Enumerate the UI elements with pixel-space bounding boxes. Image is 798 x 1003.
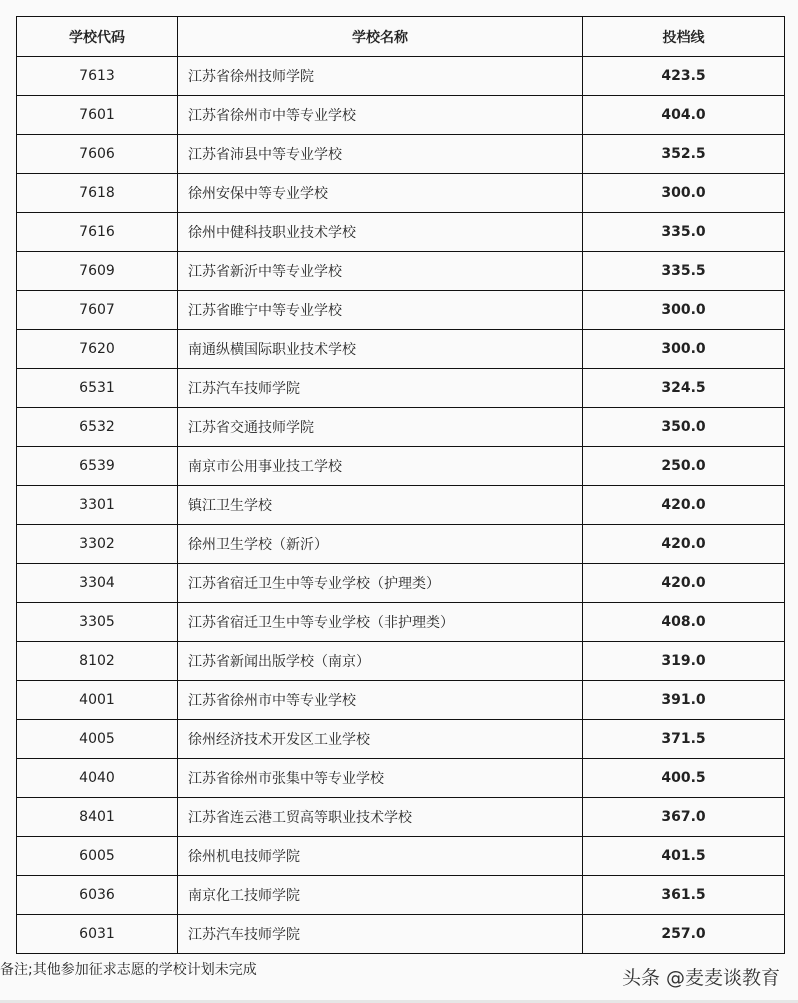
cell-school-code: 6036 <box>17 876 178 915</box>
table-row <box>17 798 785 837</box>
table-row <box>17 252 785 291</box>
table-row <box>17 408 785 447</box>
cell-school-code: 3301 <box>17 486 178 525</box>
cell-cutoff-score: 404.0 <box>583 96 785 135</box>
cell-school-name: 江苏汽车技师学院 <box>178 915 583 954</box>
cell-school-name: 江苏省徐州市张集中等专业学校 <box>178 759 583 798</box>
cell-school-code: 4001 <box>17 681 178 720</box>
cell-school-code: 7609 <box>17 252 178 291</box>
table-row <box>17 759 785 798</box>
cell-cutoff-score: 420.0 <box>583 564 785 603</box>
table-header-row <box>17 17 785 57</box>
cell-school-name: 江苏省徐州市中等专业学校 <box>178 681 583 720</box>
cell-school-name: 镇江卫生学校 <box>178 486 583 525</box>
cell-school-name: 徐州机电技师学院 <box>178 837 583 876</box>
table-row <box>17 915 785 954</box>
cell-school-name: 江苏省宿迁卫生中等专业学校（非护理类） <box>178 603 583 642</box>
cell-school-name: 江苏省徐州技师学院 <box>178 57 583 96</box>
table-row <box>17 447 785 486</box>
cell-school-code: 7607 <box>17 291 178 330</box>
cell-school-name: 江苏省徐州市中等专业学校 <box>178 96 583 135</box>
cell-school-name: 徐州经济技术开发区工业学校 <box>178 720 583 759</box>
cell-school-code: 7606 <box>17 135 178 174</box>
cell-cutoff-score: 300.0 <box>583 291 785 330</box>
cell-school-code: 8102 <box>17 642 178 681</box>
cell-cutoff-score: 335.0 <box>583 213 785 252</box>
cell-cutoff-score: 350.0 <box>583 408 785 447</box>
cell-school-code: 8401 <box>17 798 178 837</box>
table-row <box>17 96 785 135</box>
cell-cutoff-score: 257.0 <box>583 915 785 954</box>
cell-school-code: 7618 <box>17 174 178 213</box>
cell-school-code: 3304 <box>17 564 178 603</box>
table-row <box>17 720 785 759</box>
cell-school-name: 江苏省新闻出版学校（南京） <box>178 642 583 681</box>
cell-school-name: 南通纵横国际职业技术学校 <box>178 330 583 369</box>
footnote: 备注;其他参加征求志愿的学校计划未完成 <box>0 962 257 978</box>
cell-school-name: 江苏省新沂中等专业学校 <box>178 252 583 291</box>
cell-school-name: 江苏省沛县中等专业学校 <box>178 135 583 174</box>
header-school-code: 学校代码 <box>17 17 178 57</box>
cell-school-name: 南京化工技师学院 <box>178 876 583 915</box>
cell-school-name: 徐州卫生学校（新沂） <box>178 525 583 564</box>
header-cutoff-score: 投档线 <box>583 17 785 57</box>
table-row <box>17 564 785 603</box>
cell-school-name: 徐州安保中等专业学校 <box>178 174 583 213</box>
cell-school-code: 6531 <box>17 369 178 408</box>
cell-cutoff-score: 391.0 <box>583 681 785 720</box>
cell-cutoff-score: 300.0 <box>583 174 785 213</box>
cell-cutoff-score: 367.0 <box>583 798 785 837</box>
cell-school-code: 4040 <box>17 759 178 798</box>
header-school-name: 学校名称 <box>178 17 583 57</box>
table-row <box>17 330 785 369</box>
cell-school-code: 6539 <box>17 447 178 486</box>
table-row <box>17 876 785 915</box>
cell-school-name: 江苏省宿迁卫生中等专业学校（护理类） <box>178 564 583 603</box>
cell-cutoff-score: 371.5 <box>583 720 785 759</box>
table-row <box>17 837 785 876</box>
cell-school-name: 江苏省交通技师学院 <box>178 408 583 447</box>
cell-school-code: 7616 <box>17 213 178 252</box>
cell-cutoff-score: 361.5 <box>583 876 785 915</box>
table-row <box>17 291 785 330</box>
cell-cutoff-score: 408.0 <box>583 603 785 642</box>
cell-cutoff-score: 420.0 <box>583 486 785 525</box>
cell-cutoff-score: 335.5 <box>583 252 785 291</box>
table-row <box>17 213 785 252</box>
cell-cutoff-score: 250.0 <box>583 447 785 486</box>
cell-cutoff-score: 324.5 <box>583 369 785 408</box>
table-row <box>17 135 785 174</box>
table-row <box>17 525 785 564</box>
table-row <box>17 642 785 681</box>
cell-school-code: 6005 <box>17 837 178 876</box>
table-row <box>17 57 785 96</box>
cell-school-name: 江苏汽车技师学院 <box>178 369 583 408</box>
cell-school-name: 江苏省睢宁中等专业学校 <box>178 291 583 330</box>
cell-school-name: 江苏省连云港工贸高等职业技术学校 <box>178 798 583 837</box>
cell-cutoff-score: 400.5 <box>583 759 785 798</box>
table-row <box>17 369 785 408</box>
cell-school-name: 南京市公用事业技工学校 <box>178 447 583 486</box>
cell-cutoff-score: 319.0 <box>583 642 785 681</box>
cell-school-code: 7620 <box>17 330 178 369</box>
table-row <box>17 174 785 213</box>
cell-school-code: 4005 <box>17 720 178 759</box>
cell-cutoff-score: 423.5 <box>583 57 785 96</box>
cell-cutoff-score: 401.5 <box>583 837 785 876</box>
watermark: 头条 @麦麦谈教育 <box>621 967 780 989</box>
cell-cutoff-score: 420.0 <box>583 525 785 564</box>
cell-school-name: 徐州中健科技职业技术学校 <box>178 213 583 252</box>
admission-score-table <box>16 16 785 954</box>
cell-school-code: 7601 <box>17 96 178 135</box>
table-row <box>17 486 785 525</box>
cell-school-code: 3302 <box>17 525 178 564</box>
cell-school-code: 6031 <box>17 915 178 954</box>
table-row <box>17 603 785 642</box>
cell-school-code: 7613 <box>17 57 178 96</box>
cell-school-code: 6532 <box>17 408 178 447</box>
cell-school-code: 3305 <box>17 603 178 642</box>
cell-cutoff-score: 352.5 <box>583 135 785 174</box>
cell-cutoff-score: 300.0 <box>583 330 785 369</box>
table-row <box>17 681 785 720</box>
